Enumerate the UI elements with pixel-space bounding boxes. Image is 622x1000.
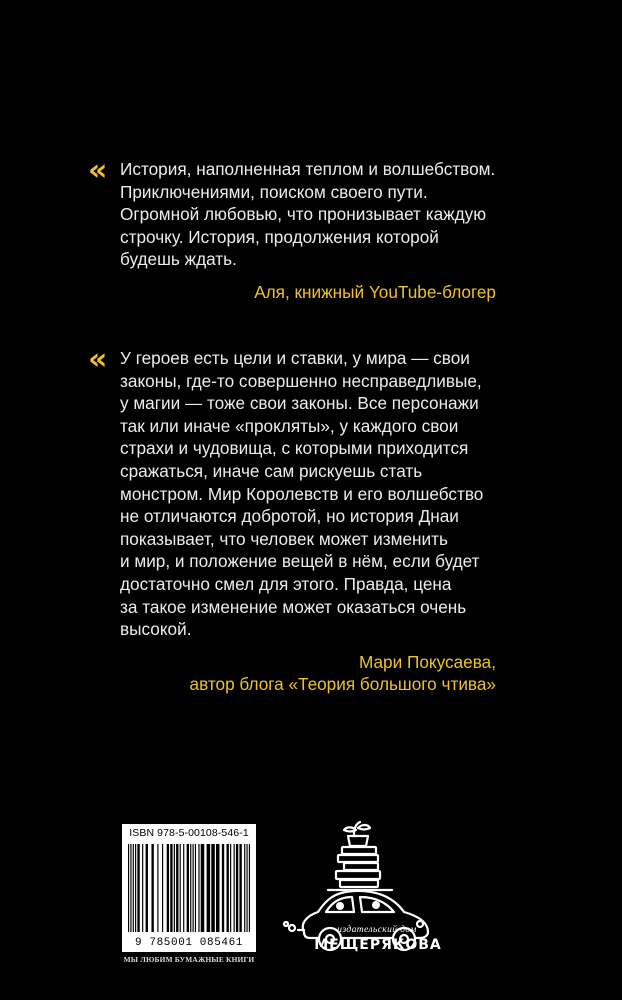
- barcode-bar: [198, 844, 199, 932]
- barcode-bar: [183, 844, 184, 932]
- review-quote-2: [88, 342, 504, 696]
- barcode-bar: [201, 844, 205, 932]
- barcode-bar: [216, 844, 220, 932]
- barcode-bar: [236, 844, 238, 932]
- quote-mark-icon: «: [88, 342, 108, 377]
- barcode-bar: [222, 844, 224, 932]
- barcode-bar: [180, 844, 181, 932]
- barcode-bar: [249, 844, 250, 932]
- barcode-bar: [239, 844, 241, 932]
- barcode-bar: [190, 844, 191, 932]
- barcode-bar: [130, 844, 131, 932]
- isbn-barcode: [122, 824, 256, 952]
- barcode-bar: [227, 844, 229, 932]
- barcode-bar: [167, 844, 169, 932]
- barcode-bar: [135, 844, 136, 932]
- barcode-bar: [133, 844, 134, 932]
- isbn-label: ISBN 978-5-00108-546-1: [129, 827, 249, 839]
- barcode-bar: [230, 844, 231, 932]
- barcode-bar: [162, 844, 163, 932]
- review-quote-1: [88, 153, 504, 304]
- barcode-bar: [187, 844, 189, 932]
- barcode-bars: [128, 844, 250, 932]
- barcode-bar: [195, 844, 196, 932]
- publisher-tagline: издательский дом: [337, 925, 417, 935]
- barcode-bar: [174, 844, 175, 932]
- barcode-bar: [246, 844, 247, 932]
- barcode-bar: [146, 844, 148, 932]
- barcode-bar: [157, 844, 158, 932]
- quote-text: У героев есть цели и ставки, у мира — свои законы, где-то совершенно несправедливые, у магии — тоже свои законы. Все персонажи так или иначе «прокляты», у каждого свои страхи и чудовища, с которыми приходится сражаться, иначе сам рискуешь стать монстром. Мир Королевств и его волшебство не отличаются добротой, но история Днаи показывает, что человек может изменить и мир, и положение вещей в нём, если будет достаточно смел для этого. Правда, цена за такое изменение может оказаться очень высокой.: [120, 348, 484, 640]
- quote-text: История, наполненная теплом и волшебством. Приключениями, поиском своего пути. Огромной любовью, что пронизывает каждую строчку. История, продолжения которой будешь ждать.: [120, 159, 496, 270]
- barcode-bar: [170, 844, 172, 932]
- ean-digits: 9 785001 085461: [134, 937, 244, 949]
- barcode-bar: [128, 844, 129, 932]
- barcode-bar: [244, 844, 245, 932]
- quote-attribution: Аля, книжный YouTube-блогер: [254, 281, 496, 302]
- quote-attribution: Мари Покусаева, автор блога «Теория большого чтива»: [189, 651, 496, 695]
- barcode-bar: [151, 844, 153, 932]
- barcode-bar: [176, 844, 178, 932]
- slogan: МЫ ЛЮБИМ БУМАЖНЫЕ КНИГИ: [123, 955, 255, 964]
- barcode-bar: [207, 844, 211, 932]
- barcode-bar: [234, 844, 235, 932]
- barcode-bar: [142, 844, 143, 932]
- barcode-bar: [211, 844, 215, 932]
- publisher-name: МЕЩЕРЯКОВА: [314, 937, 442, 953]
- barcode-bar: [137, 844, 139, 932]
- barcode-bar: [193, 844, 194, 932]
- quote-mark-icon: «: [88, 153, 108, 188]
